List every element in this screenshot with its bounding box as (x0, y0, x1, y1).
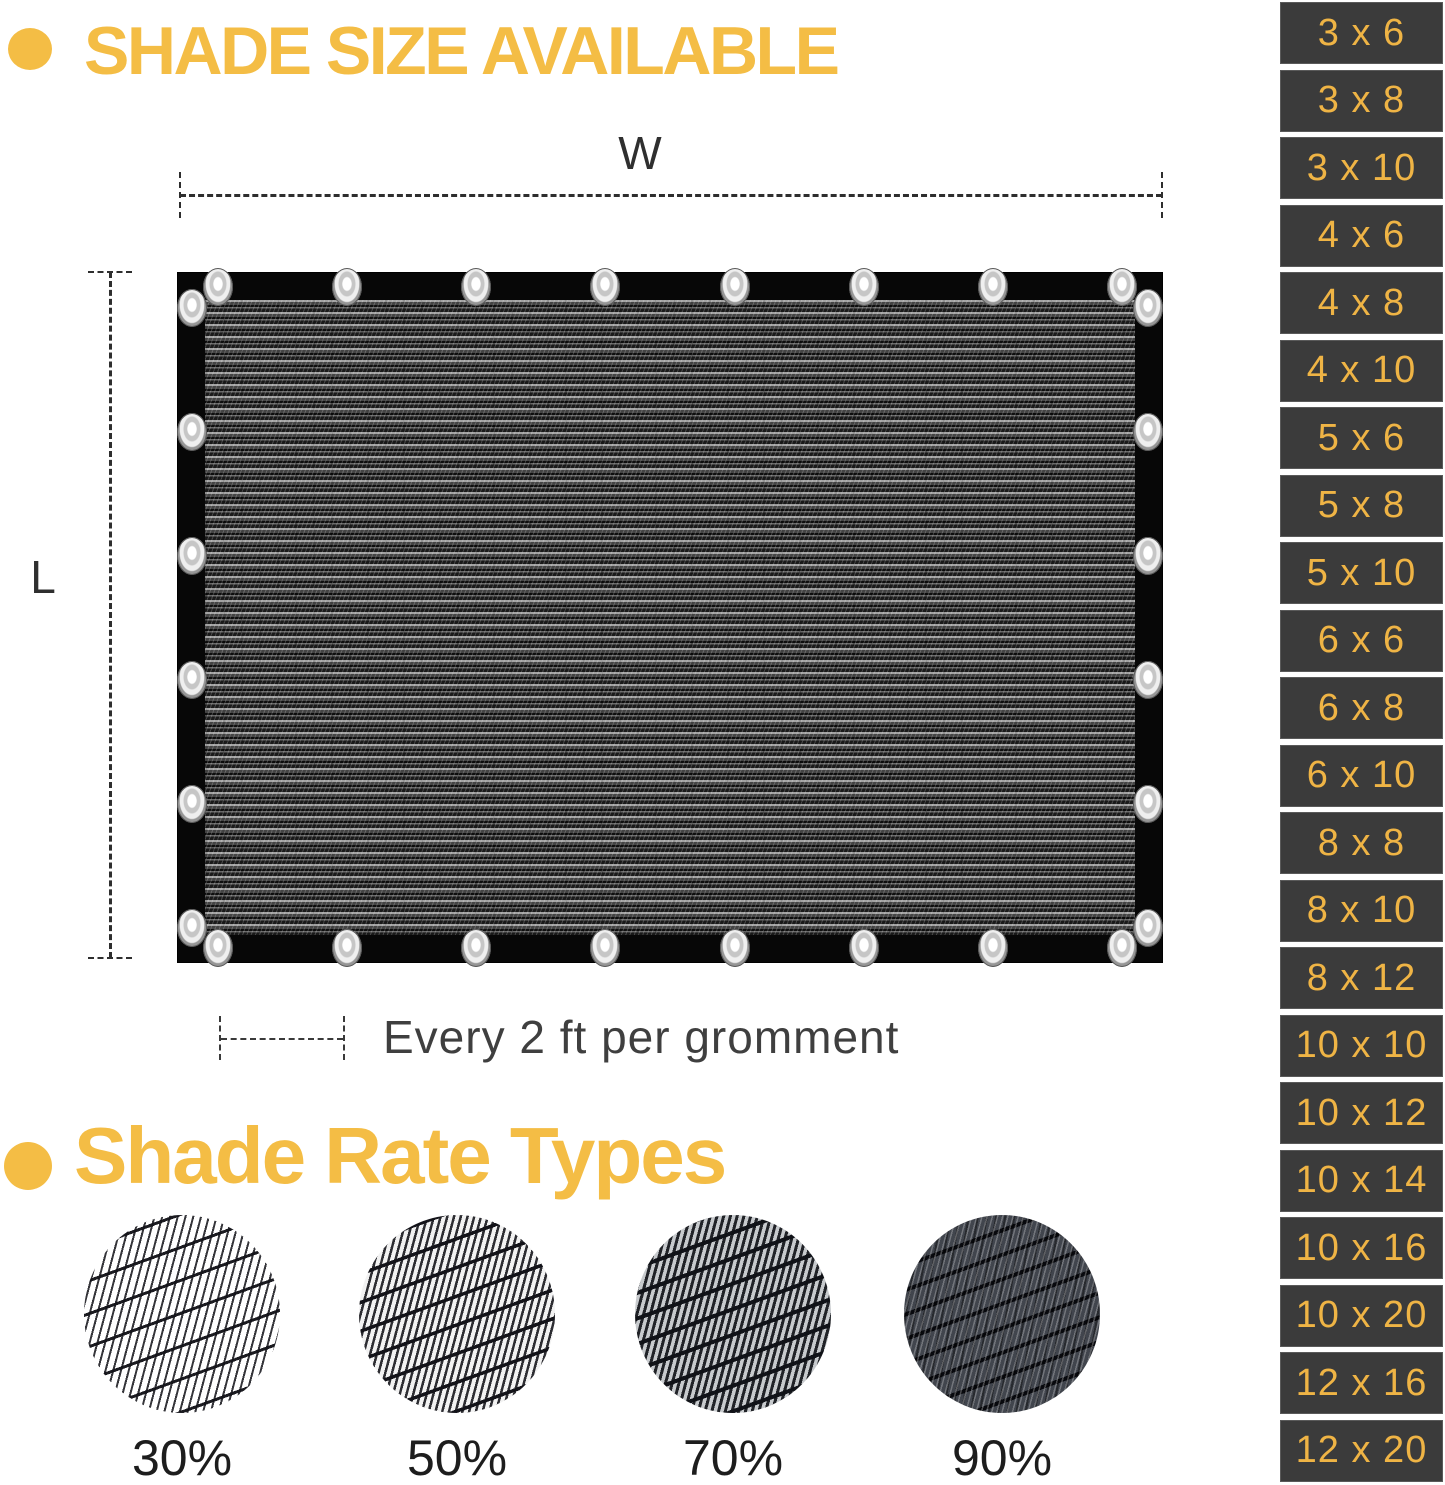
mesh-sample-30-icon (84, 1215, 280, 1413)
length-dimension-tick-bottom (88, 957, 132, 959)
grommet-icon (1133, 289, 1163, 327)
grommet-icon (849, 268, 879, 306)
grommet-icon (720, 268, 750, 306)
size-options-list (1280, 2, 1443, 1485)
mesh-sample-70-icon (635, 1215, 831, 1413)
grommet-icon (177, 413, 207, 451)
grommet-icon (461, 268, 491, 306)
grommet-icon (1133, 785, 1163, 823)
grommet-icon (177, 289, 207, 327)
size-option: 10 x 20 (1280, 1285, 1443, 1347)
shade-net-illustration (178, 273, 1162, 962)
width-dimension-label: W (618, 127, 662, 179)
size-option: 8 x 12 (1280, 947, 1443, 1009)
grommet-icon (1107, 929, 1137, 967)
shade-rate-sample-70 (635, 1215, 831, 1485)
size-section-title: SHADE SIZE AVAILABLE (84, 13, 838, 89)
size-option: 6 x 8 (1280, 677, 1443, 739)
grommet-icon (177, 661, 207, 699)
grommet-icon (1133, 661, 1163, 699)
rate-section-title: Shade Rate Types (74, 1111, 726, 1200)
shade-rate-sample-50 (359, 1215, 555, 1485)
grommet-icon (1133, 909, 1163, 947)
grommet-spacing-line (221, 1038, 343, 1040)
grommet-icon (332, 929, 362, 967)
grommet-icon (177, 537, 207, 575)
grommet-icon (203, 929, 233, 967)
size-option: 10 x 16 (1280, 1217, 1443, 1279)
size-option: 5 x 6 (1280, 407, 1443, 469)
bullet-icon (4, 1142, 52, 1190)
mesh-sample-50-icon (359, 1215, 555, 1413)
size-option: 4 x 8 (1280, 272, 1443, 334)
mesh-texture (205, 300, 1135, 935)
shade-rate-sample-30 (84, 1215, 280, 1485)
grommet-spacing-note: Every 2 ft per gromment (383, 1011, 900, 1063)
width-dimension-line (180, 194, 1162, 197)
shade-rate-percent: 90% (951, 1430, 1053, 1485)
size-option: 10 x 12 (1280, 1082, 1443, 1144)
grommet-icon (177, 909, 207, 947)
grommet-icon (332, 268, 362, 306)
grommet-icon (1133, 537, 1163, 575)
size-option: 3 x 6 (1280, 2, 1443, 64)
size-option: 6 x 10 (1280, 745, 1443, 807)
shade-rate-percent: 70% (682, 1430, 784, 1485)
size-option: 12 x 20 (1280, 1420, 1443, 1482)
size-option: 3 x 10 (1280, 137, 1443, 199)
width-dimension-tick-right (1161, 172, 1163, 218)
size-option: 5 x 10 (1280, 542, 1443, 604)
grommet-icon (203, 268, 233, 306)
size-option: 10 x 14 (1280, 1150, 1443, 1212)
grommet-icon (720, 929, 750, 967)
size-option: 10 x 10 (1280, 1015, 1443, 1077)
grommet-spacing-tick-right (343, 1016, 345, 1060)
bullet-icon (8, 28, 52, 70)
size-option: 8 x 8 (1280, 812, 1443, 874)
mesh-sample-90-icon (904, 1215, 1100, 1413)
length-dimension-label: L (30, 551, 56, 603)
length-dimension-line (109, 272, 112, 958)
grommet-icon (849, 929, 879, 967)
grommet-icon (978, 929, 1008, 967)
size-option: 8 x 10 (1280, 880, 1443, 942)
size-option: 4 x 10 (1280, 340, 1443, 402)
size-option: 3 x 8 (1280, 70, 1443, 132)
grommet-icon (590, 268, 620, 306)
grommet-icon (461, 929, 491, 967)
size-option: 5 x 8 (1280, 475, 1443, 537)
size-option: 6 x 6 (1280, 610, 1443, 672)
grommet-icon (1133, 413, 1163, 451)
grommet-icon (590, 929, 620, 967)
grommet-icon (177, 785, 207, 823)
grommet-icon (1107, 268, 1137, 306)
size-option: 4 x 6 (1280, 205, 1443, 267)
grommet-icon (978, 268, 1008, 306)
shade-rate-sample-90 (904, 1215, 1100, 1485)
shade-rate-percent: 50% (406, 1430, 508, 1485)
shade-rate-percent: 30% (131, 1430, 233, 1485)
size-option: 12 x 16 (1280, 1352, 1443, 1414)
